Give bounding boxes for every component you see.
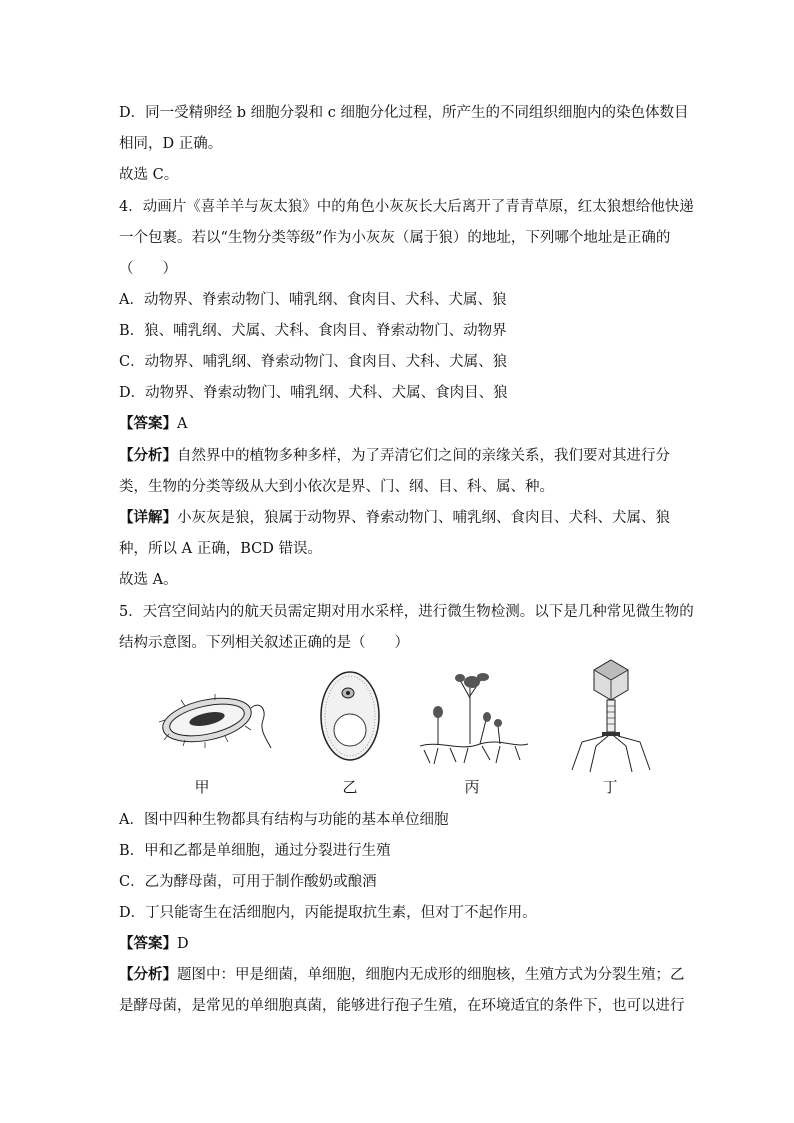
q4-option-a: A．动物界、脊索动物门、哺乳纲、食肉目、犬科、犬属、狼 (119, 292, 507, 308)
answer-tag: 【答案】 (119, 415, 177, 432)
q5-option-c: C．乙为酵母菌，可用于制作酸奶或酿酒 (119, 874, 377, 890)
q4-option-d: D．动物界、脊索动物门、哺乳纲、犬科、犬属、食肉目、狼 (119, 385, 508, 401)
q5-option-d: D．丁只能寄生在活细胞内，丙能提取抗生素，但对丁不起作用。 (119, 905, 537, 921)
phage-figure (568, 658, 654, 776)
bacterium-figure (155, 690, 275, 760)
figure-label-ding: 丁 (602, 778, 618, 796)
detail-tag: 【详解】 (119, 509, 177, 526)
q4-stem-2: 一个包裹。若以“生物分类等级”作为小灰灰（属于狼）的地址，下列哪个地址是正确的 (119, 230, 671, 246)
answer-tag: 【答案】 (119, 935, 177, 952)
q4-option-b: B．狼、哺乳纲、犬属、犬科、食肉目、脊索动物门、动物界 (119, 323, 507, 339)
q5-option-a: A．图中四种生物都具有结构与功能的基本单位细胞 (119, 812, 449, 828)
intro-line-1: D．同一受精卵经 b 细胞分裂和 c 细胞分化过程，所产生的不同组织细胞内的染色体数目 (119, 105, 689, 121)
q4-conclusion: 故选 A。 (119, 572, 178, 588)
q5-analysis-2: 是酵母菌，是常见的单细胞真菌，能够进行孢子生殖，在环境适宜的条件下，也可以进行 (119, 998, 685, 1014)
mold-figure (420, 668, 530, 768)
q5-stem-2: 结构示意图。下列相关叙述正确的是（ ） (119, 635, 409, 651)
analysis-tag: 【分析】 (119, 447, 177, 464)
q4-detail-2: 种，所以 A 正确，BCD 错误。 (119, 541, 322, 557)
analysis-tag: 【分析】 (119, 966, 177, 983)
analysis-text: 自然界中的植物多种多样，为了弄清它们之间的亲缘关系，我们要对其进行分 (177, 448, 670, 464)
figure-label-bing: 丙 (464, 778, 480, 796)
q4-option-c: C．动物界、哺乳纲、脊索动物门、食肉目、犬科、犬属、狼 (119, 354, 508, 370)
detail-text: 小灰灰是狼，狼属于动物界、脊索动物门、哺乳纲、食肉目、犬科、犬属、狼 (177, 510, 670, 526)
q4-analysis-1 (119, 446, 670, 466)
q4-answer (119, 414, 187, 434)
intro-conclusion: 故选 C。 (119, 167, 179, 183)
answer-value: D (177, 936, 189, 952)
q4-stem-1: 4．动画片《喜羊羊与灰太狼》中的角色小灰灰长大后离开了青青草原，红太狼想给他快递 (119, 199, 694, 215)
figure-label-yi: 乙 (342, 778, 358, 796)
q5-answer (119, 934, 189, 954)
q5-analysis-1 (119, 965, 685, 985)
q5-option-b: B．甲和乙都是单细胞，通过分裂进行生殖 (119, 843, 391, 859)
answer-value: A (177, 416, 188, 432)
q4-analysis-2: 类，生物的分类等级从大到小依次是界、门、纲、目、科、属、种。 (119, 479, 554, 495)
q5-stem-1: 5．天宫空间站内的航天员需定期对用水采样，进行微生物检测。以下是几种常见微生物的 (119, 604, 694, 620)
q4-blank: （ ） (119, 261, 177, 277)
yeast-figure (318, 668, 382, 764)
figure-label-jia: 甲 (194, 778, 210, 796)
q4-detail-1 (119, 508, 670, 528)
intro-line-2: 相同，D 正确。 (119, 136, 223, 152)
analysis-text: 题图中：甲是细菌，单细胞，细胞内无成形的细胞核，生殖方式为分裂生殖；乙 (177, 967, 685, 983)
